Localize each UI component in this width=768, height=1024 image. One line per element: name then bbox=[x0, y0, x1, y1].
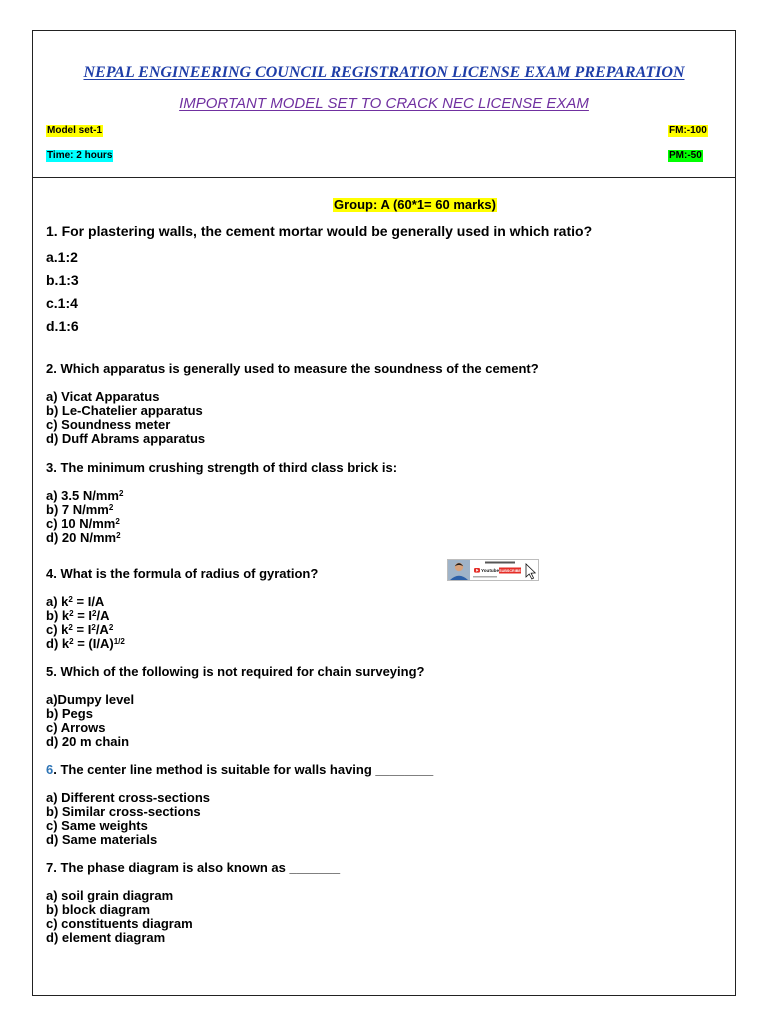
option-text: d) 20 N/mm bbox=[46, 530, 117, 545]
option-text: /A bbox=[96, 608, 110, 623]
superscript: 2 bbox=[68, 594, 73, 604]
answer-option bbox=[46, 735, 424, 749]
question-stem: . The minimum crushing strength of third class brick is: bbox=[53, 460, 398, 475]
answer-option bbox=[46, 404, 539, 418]
option-text: c) Soundness meter bbox=[46, 417, 171, 432]
question-text bbox=[46, 461, 397, 475]
caption-mark bbox=[473, 576, 497, 578]
question-5 bbox=[46, 665, 424, 749]
option-list bbox=[46, 246, 592, 338]
youtube-channel-badge bbox=[447, 559, 539, 581]
answer-option bbox=[46, 292, 592, 315]
answer-option bbox=[46, 246, 592, 269]
option-text: c) Arrows bbox=[46, 720, 106, 735]
answer-option bbox=[46, 707, 424, 721]
option-text: = I bbox=[73, 608, 93, 623]
answer-option bbox=[46, 819, 433, 833]
group-heading: Group: A (60*1= 60 marks) bbox=[334, 197, 496, 212]
question-number: 4 bbox=[46, 566, 54, 581]
answer-option bbox=[46, 609, 318, 623]
superscript: 2 bbox=[92, 608, 97, 618]
option-text: d) k bbox=[46, 636, 70, 651]
option-text: c) 10 N/mm bbox=[46, 516, 116, 531]
option-list bbox=[46, 791, 433, 847]
answer-option bbox=[46, 805, 433, 819]
question-stem: . For plastering walls, the cement mortar would be generally used in which ratio? bbox=[53, 223, 593, 239]
answer-option bbox=[46, 903, 340, 917]
option-text: = I/A bbox=[72, 594, 105, 609]
option-list bbox=[46, 595, 318, 651]
question-text bbox=[46, 567, 318, 581]
answer-option bbox=[46, 489, 397, 503]
option-text: d.1:6 bbox=[46, 318, 79, 334]
option-text: = I bbox=[72, 622, 92, 637]
option-text: a) Different cross-sections bbox=[46, 790, 210, 805]
option-text: d) element diagram bbox=[46, 930, 166, 945]
answer-option bbox=[46, 390, 539, 404]
option-list bbox=[46, 489, 397, 545]
option-text: d) Duff Abrams apparatus bbox=[46, 431, 206, 446]
youtube-logo-text: Youtube bbox=[481, 568, 500, 573]
answer-option bbox=[46, 517, 397, 531]
superscript: 2 bbox=[68, 622, 73, 632]
question-text bbox=[46, 222, 592, 240]
option-list bbox=[46, 390, 539, 446]
question-1 bbox=[46, 222, 592, 338]
question-number: 1 bbox=[46, 223, 54, 239]
subscribe-label: SUBSCRIBE bbox=[499, 568, 521, 573]
answer-option bbox=[46, 931, 340, 945]
option-text: a) 3.5 N/mm bbox=[46, 488, 119, 503]
answer-option bbox=[46, 693, 424, 707]
superscript: 2 bbox=[108, 622, 114, 632]
option-text: a) Vicat Apparatus bbox=[46, 389, 160, 404]
superscript: 2 bbox=[91, 622, 96, 632]
answer-option bbox=[46, 531, 397, 545]
superscript: 1/2 bbox=[113, 636, 125, 646]
option-text: c) k bbox=[46, 622, 69, 637]
question-4 bbox=[46, 567, 318, 651]
header-divider bbox=[32, 177, 736, 178]
question-stem: . The phase diagram is also known as _______ bbox=[53, 860, 341, 875]
answer-option bbox=[46, 269, 592, 292]
option-text: c) Same weights bbox=[46, 818, 148, 833]
question-stem: . Which apparatus is generally used to measure the soundness of the cement? bbox=[53, 361, 539, 376]
option-text: = (I/A) bbox=[73, 636, 114, 651]
youtube-play-icon bbox=[474, 568, 480, 573]
answer-option bbox=[46, 315, 592, 338]
option-text: a.1:2 bbox=[46, 249, 78, 265]
superscript: 2 bbox=[115, 516, 120, 526]
model-set-label: Model set-1 bbox=[47, 125, 103, 136]
superscript: 2 bbox=[108, 502, 114, 512]
option-text: /A bbox=[95, 622, 109, 637]
pass-marks-label: PM:-50 bbox=[669, 150, 702, 161]
question-text bbox=[46, 362, 539, 376]
option-text: c) constituents diagram bbox=[46, 916, 193, 931]
page-subtitle: IMPORTANT MODEL SET TO CRACK NEC LICENSE EXAM bbox=[179, 95, 589, 112]
avatar-photo bbox=[448, 560, 470, 580]
question-text bbox=[46, 665, 424, 679]
superscript: 2 bbox=[118, 488, 124, 498]
question-2 bbox=[46, 362, 539, 446]
option-text: b) Similar cross-sections bbox=[46, 804, 201, 819]
question-number: 7 bbox=[46, 860, 54, 875]
answer-option bbox=[46, 917, 340, 931]
answer-option bbox=[46, 595, 318, 609]
badge-graphic bbox=[447, 559, 539, 581]
answer-option bbox=[46, 791, 433, 805]
question-text bbox=[46, 861, 340, 875]
option-text: b) k bbox=[46, 608, 70, 623]
option-list bbox=[46, 693, 424, 749]
answer-option bbox=[46, 833, 433, 847]
superscript: 2 bbox=[69, 608, 74, 618]
page-title: NEPAL ENGINEERING COUNCIL REGISTRATION LICENSE EXAM PREPARATION bbox=[83, 64, 685, 81]
answer-option bbox=[46, 623, 318, 637]
option-text: b.1:3 bbox=[46, 272, 79, 288]
option-text: a) soil grain diagram bbox=[46, 888, 174, 903]
option-text: b) block diagram bbox=[46, 902, 151, 917]
superscript: 2 bbox=[69, 636, 74, 646]
question-7 bbox=[46, 861, 340, 945]
answer-option bbox=[46, 721, 424, 735]
question-number: 2 bbox=[46, 361, 54, 376]
answer-option bbox=[46, 432, 539, 446]
answer-option bbox=[46, 503, 397, 517]
answer-option bbox=[46, 889, 340, 903]
question-text bbox=[46, 763, 433, 777]
superscript: 2 bbox=[116, 530, 121, 540]
question-stem: . The center line method is suitable for walls having ________ bbox=[53, 762, 434, 777]
option-text: a) k bbox=[46, 594, 69, 609]
answer-option bbox=[46, 637, 318, 651]
channel-name-mark bbox=[485, 562, 515, 564]
option-text: d) 20 m chain bbox=[46, 734, 130, 749]
option-text: c.1:4 bbox=[46, 295, 78, 311]
question-number: 5 bbox=[46, 664, 54, 679]
option-text: b) 7 N/mm bbox=[46, 502, 109, 517]
question-number: 6 bbox=[46, 762, 54, 777]
answer-option bbox=[46, 418, 539, 432]
time-label: Time: 2 hours bbox=[47, 150, 113, 161]
question-stem: . Which of the following is not required for chain surveying? bbox=[53, 664, 425, 679]
question-stem: . What is the formula of radius of gyration? bbox=[53, 566, 319, 581]
option-list bbox=[46, 889, 340, 945]
question-6 bbox=[46, 763, 433, 847]
option-text: b) Le-Chatelier apparatus bbox=[46, 403, 203, 418]
question-3 bbox=[46, 461, 397, 545]
question-number: 3 bbox=[46, 460, 54, 475]
option-text: b) Pegs bbox=[46, 706, 93, 721]
option-text: d) Same materials bbox=[46, 832, 158, 847]
full-marks-label: FM:-100 bbox=[669, 125, 707, 136]
option-text: a)Dumpy level bbox=[46, 692, 135, 707]
